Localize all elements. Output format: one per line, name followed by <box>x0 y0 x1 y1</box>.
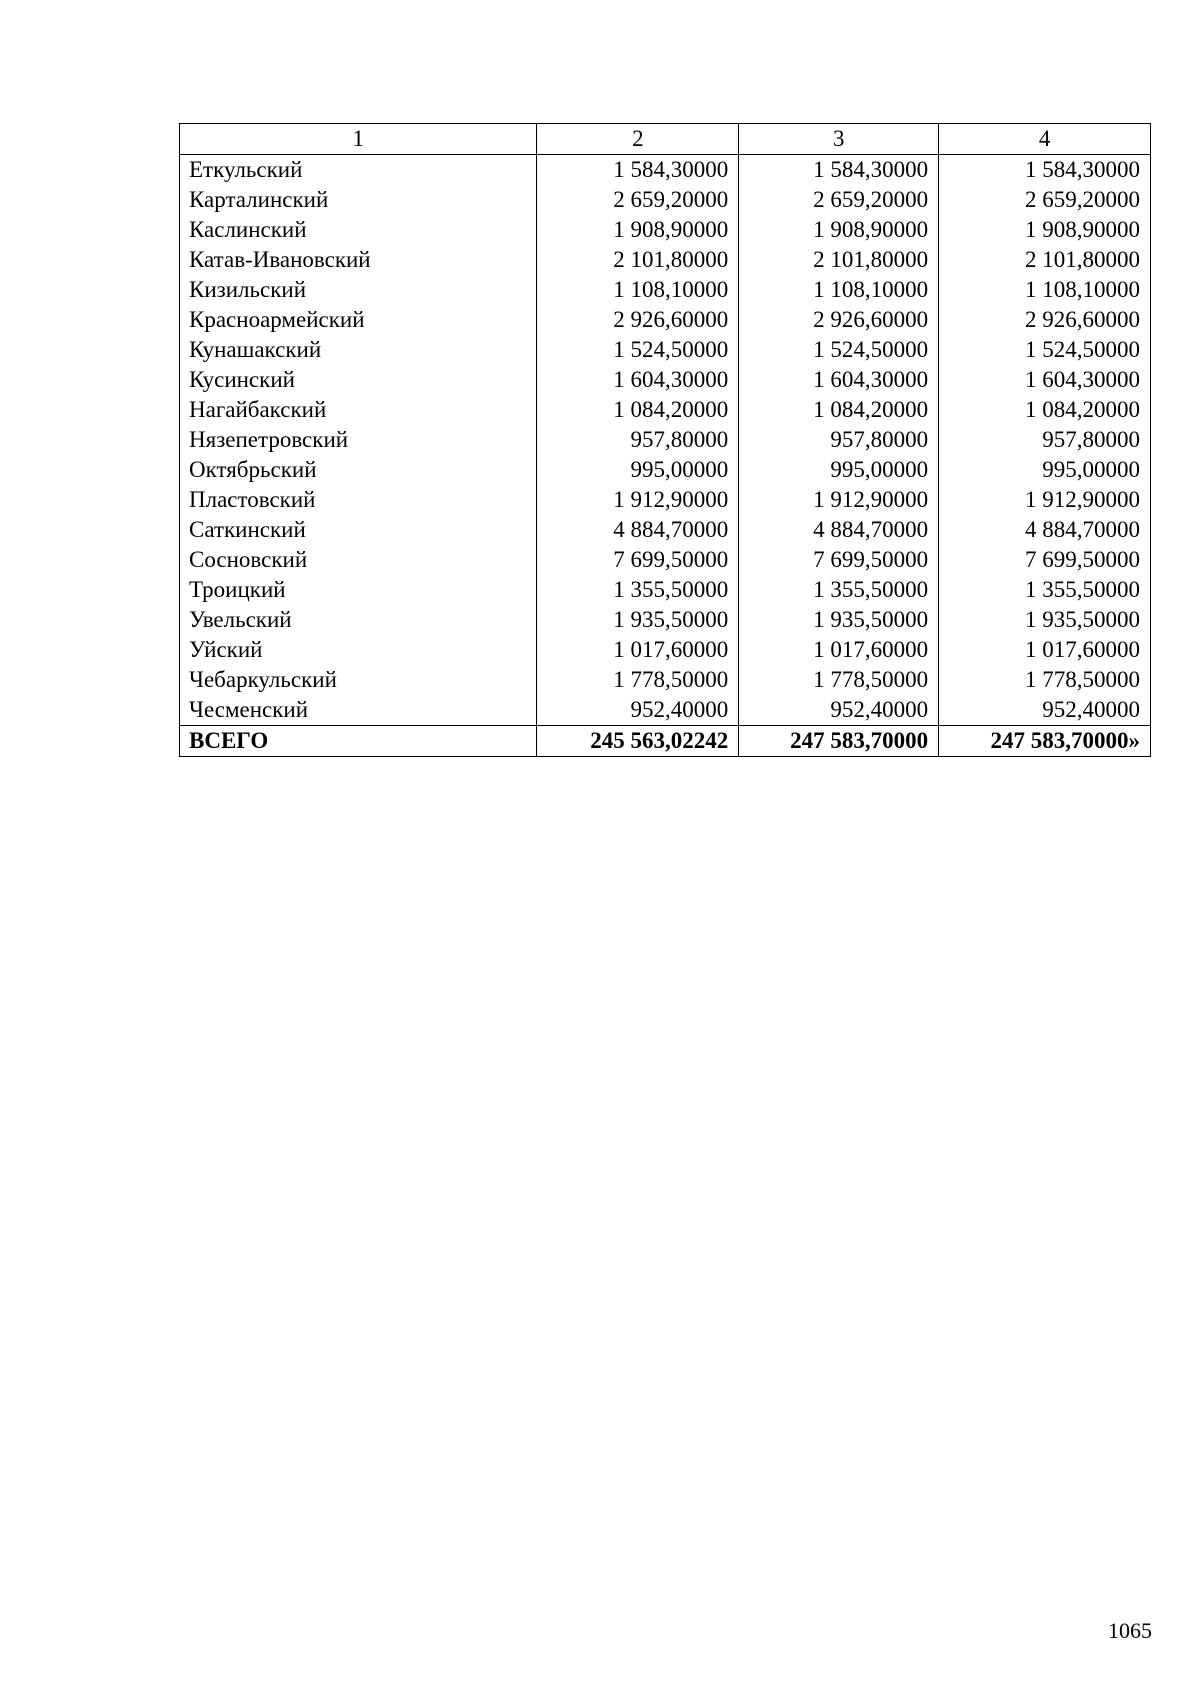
district-name-cell: Чесменский <box>180 695 537 726</box>
value-col-3-cell: 952,40000 <box>739 695 939 726</box>
table-row <box>180 485 1151 515</box>
district-name-cell: Карталинский <box>180 185 537 215</box>
table-row <box>180 335 1151 365</box>
value-col-2-cell: 1 084,20000 <box>537 395 739 425</box>
district-name-cell: Пластовский <box>180 485 537 515</box>
value-col-3-cell: 1 524,50000 <box>739 335 939 365</box>
table-row <box>180 575 1151 605</box>
value-col-3-cell: 1 935,50000 <box>739 605 939 635</box>
value-col-2-cell: 2 101,80000 <box>537 245 739 275</box>
value-col-4-cell: 1 017,60000 <box>939 635 1151 665</box>
value-col-3-cell: 957,80000 <box>739 425 939 455</box>
district-name-cell: Каслинский <box>180 215 537 245</box>
table-row <box>180 245 1151 275</box>
value-col-2-cell: 952,40000 <box>537 695 739 726</box>
value-col-4-cell: 957,80000 <box>939 425 1151 455</box>
table-row <box>180 455 1151 485</box>
value-col-3-cell: 2 101,80000 <box>739 245 939 275</box>
table-header-row <box>180 124 1151 155</box>
value-col-3-cell: 2 926,60000 <box>739 305 939 335</box>
value-col-2-cell: 1 604,30000 <box>537 365 739 395</box>
value-col-3-cell: 1 584,30000 <box>739 155 939 186</box>
value-col-4-cell: 1 355,50000 <box>939 575 1151 605</box>
district-name-cell: Красноармейский <box>180 305 537 335</box>
value-col-3-cell: 1 778,50000 <box>739 665 939 695</box>
total-col-3: 247 583,70000 <box>739 726 939 757</box>
table-row <box>180 515 1151 545</box>
value-col-3-cell: 7 699,50000 <box>739 545 939 575</box>
table-row <box>180 275 1151 305</box>
value-col-2-cell: 995,00000 <box>537 455 739 485</box>
value-col-2-cell: 1 778,50000 <box>537 665 739 695</box>
value-col-4-cell: 1 108,10000 <box>939 275 1151 305</box>
value-col-2-cell: 1 912,90000 <box>537 485 739 515</box>
district-name-cell: Кусинский <box>180 365 537 395</box>
value-col-2-cell: 1 017,60000 <box>537 635 739 665</box>
table-row <box>180 605 1151 635</box>
table-total-row <box>180 726 1151 757</box>
value-col-3-cell: 4 884,70000 <box>739 515 939 545</box>
value-col-4-cell: 2 101,80000 <box>939 245 1151 275</box>
district-name-cell: Чебаркульский <box>180 665 537 695</box>
district-name-cell: Сосновский <box>180 545 537 575</box>
value-col-2-cell: 2 659,20000 <box>537 185 739 215</box>
value-col-3-cell: 995,00000 <box>739 455 939 485</box>
value-col-3-cell: 1 355,50000 <box>739 575 939 605</box>
total-label: ВСЕГО <box>180 726 537 757</box>
value-col-4-cell: 1 912,90000 <box>939 485 1151 515</box>
table-row <box>180 155 1151 186</box>
value-col-4-cell: 2 659,20000 <box>939 185 1151 215</box>
total-col-4: 247 583,70000» <box>939 726 1151 757</box>
district-name-cell: Октябрьский <box>180 455 537 485</box>
district-name-cell: Еткульский <box>180 155 537 186</box>
value-col-3-cell: 2 659,20000 <box>739 185 939 215</box>
district-name-cell: Катав-Ивановский <box>180 245 537 275</box>
table-row <box>180 395 1151 425</box>
table-row <box>180 665 1151 695</box>
table-row <box>180 305 1151 335</box>
page-number: 1065 <box>1108 1618 1152 1643</box>
value-col-4-cell: 1 084,20000 <box>939 395 1151 425</box>
value-col-4-cell: 995,00000 <box>939 455 1151 485</box>
column-header-2: 2 <box>537 124 739 155</box>
value-col-2-cell: 1 935,50000 <box>537 605 739 635</box>
table-row <box>180 545 1151 575</box>
table-row <box>180 215 1151 245</box>
value-col-2-cell: 1 584,30000 <box>537 155 739 186</box>
value-col-4-cell: 7 699,50000 <box>939 545 1151 575</box>
value-col-4-cell: 952,40000 <box>939 695 1151 726</box>
table-row <box>180 695 1151 726</box>
value-col-2-cell: 1 108,10000 <box>537 275 739 305</box>
value-col-3-cell: 1 912,90000 <box>739 485 939 515</box>
district-name-cell: Нязепетровский <box>180 425 537 455</box>
column-header-3: 3 <box>739 124 939 155</box>
value-col-4-cell: 1 584,30000 <box>939 155 1151 186</box>
total-col-2: 245 563,02242 <box>537 726 739 757</box>
column-header-1: 1 <box>180 124 537 155</box>
table-row <box>180 425 1151 455</box>
budget-table <box>179 123 1151 757</box>
table-row <box>180 365 1151 395</box>
value-col-3-cell: 1 604,30000 <box>739 365 939 395</box>
district-name-cell: Кизильский <box>180 275 537 305</box>
value-col-4-cell: 1 524,50000 <box>939 335 1151 365</box>
table-row <box>180 185 1151 215</box>
district-name-cell: Увельский <box>180 605 537 635</box>
value-col-3-cell: 1 908,90000 <box>739 215 939 245</box>
value-col-3-cell: 1 108,10000 <box>739 275 939 305</box>
district-name-cell: Кунашакский <box>180 335 537 365</box>
value-col-4-cell: 2 926,60000 <box>939 305 1151 335</box>
table-row <box>180 635 1151 665</box>
value-col-4-cell: 1 908,90000 <box>939 215 1151 245</box>
value-col-2-cell: 957,80000 <box>537 425 739 455</box>
value-col-2-cell: 1 355,50000 <box>537 575 739 605</box>
value-col-2-cell: 2 926,60000 <box>537 305 739 335</box>
district-name-cell: Троицкий <box>180 575 537 605</box>
value-col-3-cell: 1 084,20000 <box>739 395 939 425</box>
value-col-4-cell: 1 604,30000 <box>939 365 1151 395</box>
value-col-4-cell: 1 935,50000 <box>939 605 1151 635</box>
district-name-cell: Нагайбакский <box>180 395 537 425</box>
value-col-2-cell: 1 524,50000 <box>537 335 739 365</box>
value-col-2-cell: 1 908,90000 <box>537 215 739 245</box>
table-body <box>180 155 1151 726</box>
value-col-2-cell: 4 884,70000 <box>537 515 739 545</box>
value-col-4-cell: 1 778,50000 <box>939 665 1151 695</box>
value-col-2-cell: 7 699,50000 <box>537 545 739 575</box>
value-col-4-cell: 4 884,70000 <box>939 515 1151 545</box>
district-name-cell: Уйский <box>180 635 537 665</box>
value-col-3-cell: 1 017,60000 <box>739 635 939 665</box>
district-name-cell: Саткинский <box>180 515 537 545</box>
column-header-4: 4 <box>939 124 1151 155</box>
